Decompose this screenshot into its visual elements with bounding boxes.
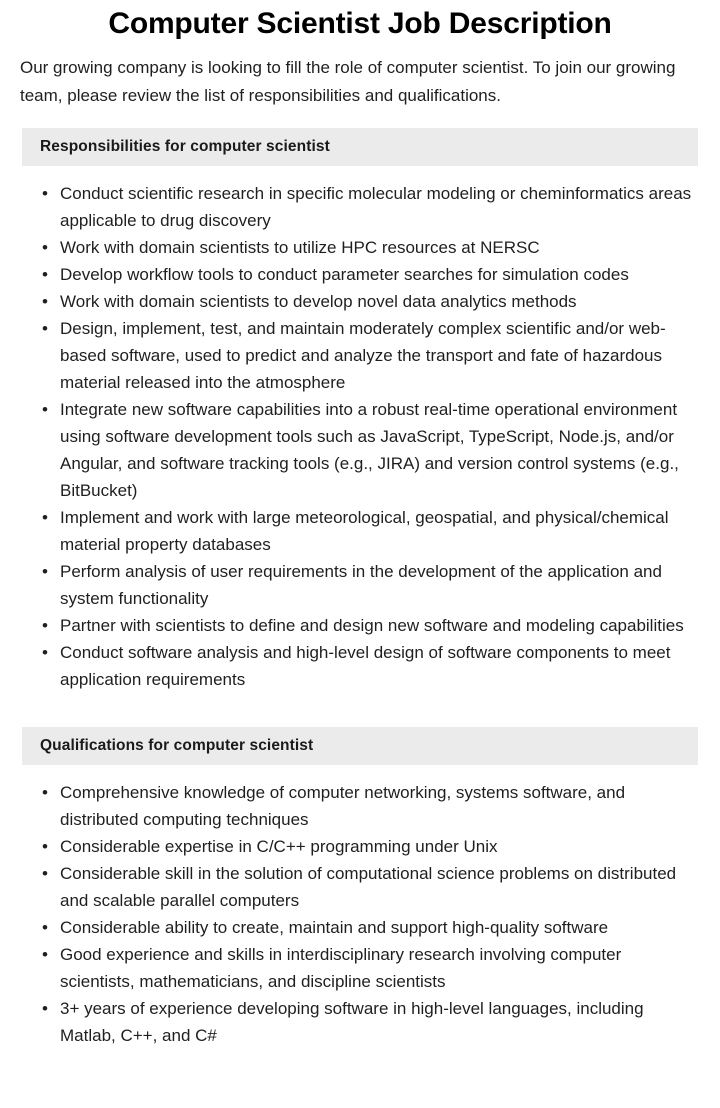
- list-item: • Partner with scientists to define and design new software and modeling capabilities: [0, 612, 695, 639]
- qualifications-heading: Qualifications for computer scientist: [40, 737, 314, 754]
- list-item: • Implement and work with large meteorological, geospatial, and physical/chemical material property databases: [0, 504, 695, 558]
- responsibilities-heading: Responsibilities for computer scientist: [40, 138, 330, 155]
- responsibilities-section-header: [22, 128, 698, 166]
- list-item: • Comprehensive knowledge of computer networking, systems software, and distributed computing techniques: [0, 779, 695, 833]
- list-item: • Considerable expertise in C/C++ programming under Unix: [0, 833, 695, 860]
- section-divider-space: [0, 693, 720, 709]
- qualifications-section-header: [22, 727, 698, 765]
- list-item: • Design, implement, test, and maintain moderately complex scientific and/or web-based software, used to predict and analyze the transport and fate of hazardous material released into the atmosphere: [0, 315, 695, 396]
- intro-paragraph: Our growing company is looking to fill the role of computer scientist. To join our growing team, please review the list of responsibilities and qualifications.: [20, 58, 676, 105]
- responsibilities-section: [0, 128, 720, 693]
- responsibilities-list: [0, 166, 720, 693]
- qualifications-section: [0, 727, 720, 1049]
- list-item: • Considerable ability to create, maintain and support high-quality software: [0, 914, 695, 941]
- list-item: • 3+ years of experience developing software in high-level languages, including Matlab, C++, and C#: [0, 995, 695, 1049]
- list-item: • Considerable skill in the solution of computational science problems on distributed and scalable parallel computers: [0, 860, 695, 914]
- list-item: • Work with domain scientists to utilize HPC resources at NERSC: [0, 234, 695, 261]
- list-item: • Develop workflow tools to conduct parameter searches for simulation codes: [0, 261, 695, 288]
- qualifications-list: [0, 765, 720, 1049]
- list-item: • Perform analysis of user requirements in the development of the application and system functionality: [0, 558, 695, 612]
- page-title: Computer Scientist Job Description: [108, 7, 612, 40]
- list-item: • Conduct software analysis and high-level design of software components to meet application requirements: [0, 639, 695, 693]
- list-item: • Conduct scientific research in specific molecular modeling or cheminformatics areas applicable to drug discovery: [0, 180, 695, 234]
- list-item: • Work with domain scientists to develop novel data analytics methods: [0, 288, 695, 315]
- list-item: • Good experience and skills in interdisciplinary research involving computer scientists, mathematicians, and discipline scientists: [0, 941, 695, 995]
- list-item: • Integrate new software capabilities into a robust real-time operational environment using software development tools such as JavaScript, TypeScript, Node.js, and/or Angular, and software tracking tools (e.g., JIRA) and version control systems (e.g., BitBucket): [0, 396, 695, 504]
